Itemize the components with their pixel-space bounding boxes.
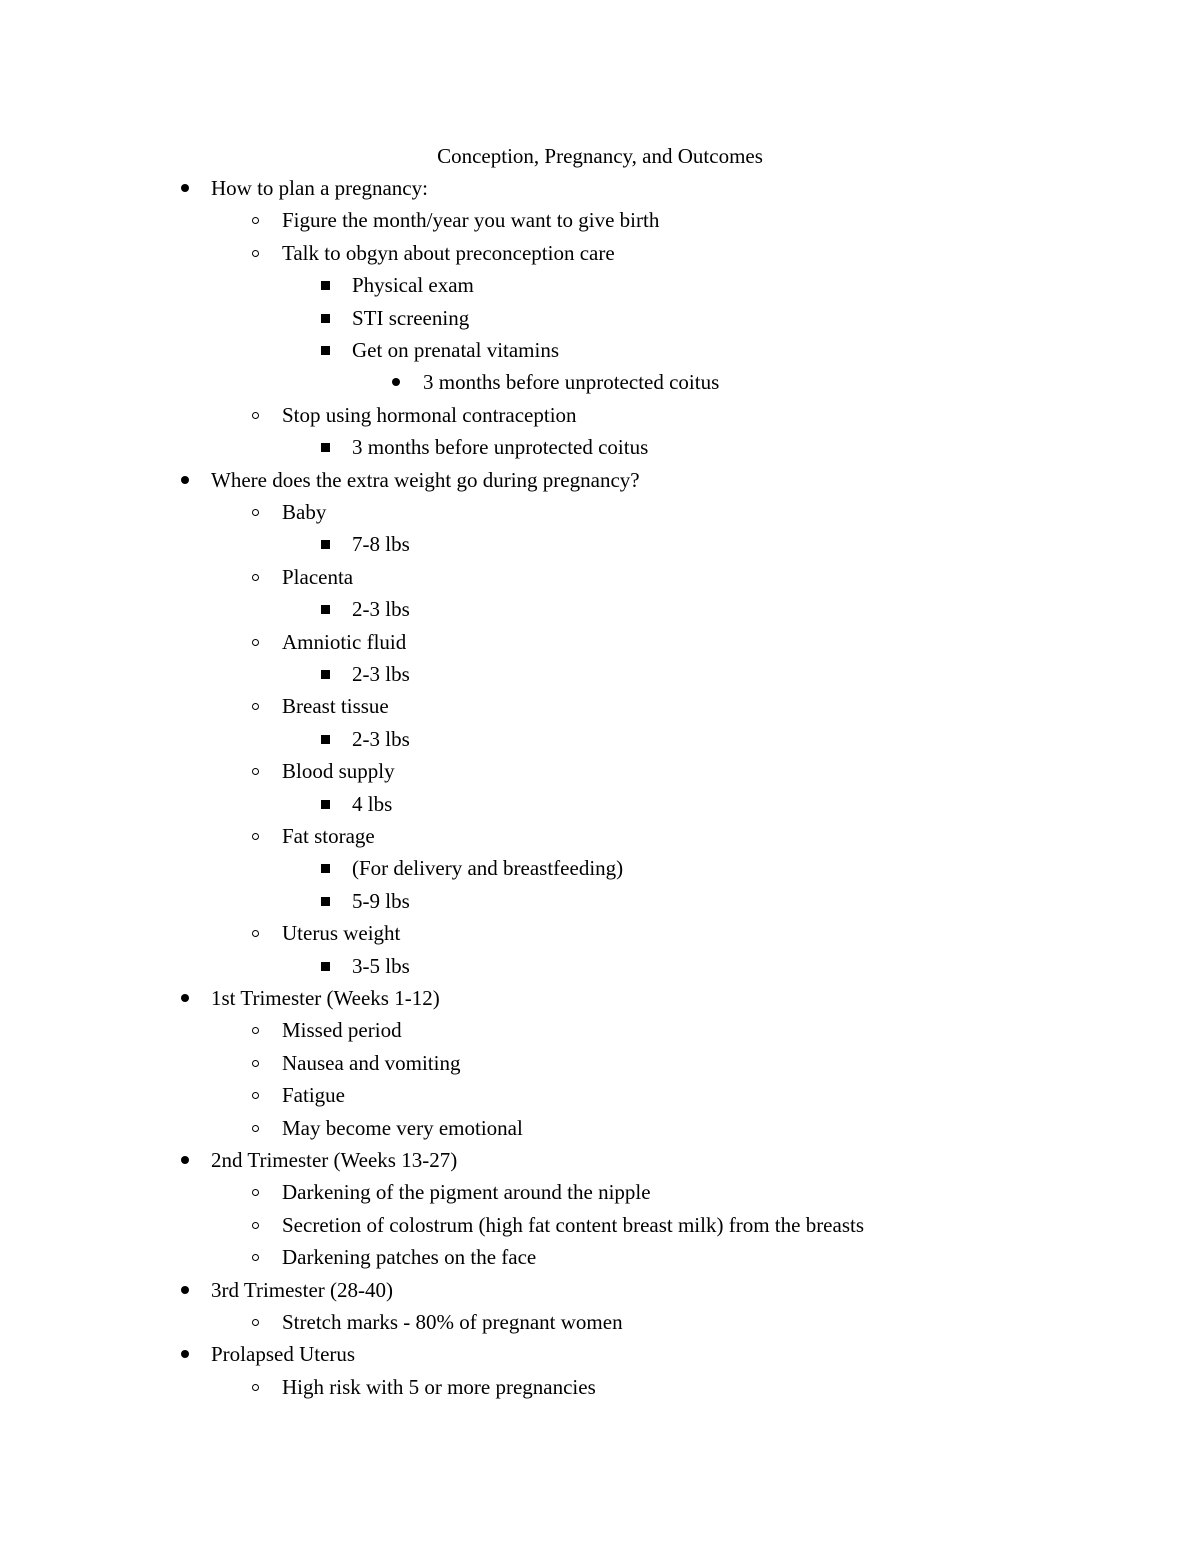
list-item-text: May become very emotional [282, 1116, 523, 1140]
list-item-text: 3 months before unprotected coitus [352, 435, 649, 459]
list-item-text: Fatigue [282, 1083, 345, 1107]
list-item-text: Darkening patches on the face [282, 1245, 537, 1269]
list-item-text: (For delivery and breastfeeding) [352, 856, 624, 880]
list-item-text: Prolapsed Uterus [211, 1342, 356, 1366]
bullet-disc-icon [388, 368, 404, 396]
bullet-square-icon [317, 725, 333, 753]
list-item-text: Baby [282, 500, 327, 524]
bullet-disc-icon [177, 1340, 193, 1368]
list-item-text: 4 lbs [352, 792, 393, 816]
list-item-text: Amniotic fluid [282, 630, 407, 654]
list-item-text: 5-9 lbs [352, 889, 410, 913]
list-item-text: How to plan a pregnancy: [211, 176, 428, 200]
list-item-text: 3-5 lbs [352, 954, 410, 978]
list-item-text: Get on prenatal vitamins [352, 338, 560, 362]
list-item-text: Nausea and vomiting [282, 1051, 461, 1075]
list-item-text: Talk to obgyn about preconception care [282, 241, 615, 265]
list-item-text: STI screening [352, 306, 470, 330]
bullet-circle-icon [247, 919, 263, 947]
list-item-text: Uterus weight [282, 921, 401, 945]
list-item-text: Physical exam [352, 273, 474, 297]
bullet-square-icon [317, 660, 333, 688]
bullet-disc-icon [177, 466, 193, 494]
list-item-text: 7-8 lbs [352, 532, 410, 556]
list-item-text: Placenta [282, 565, 354, 589]
bullet-circle-icon [247, 628, 263, 656]
bullet-circle-icon [247, 1016, 263, 1044]
bullet-circle-icon [247, 239, 263, 267]
list-item-text: Stretch marks - 80% of pregnant women [282, 1310, 623, 1334]
bullet-square-icon [317, 433, 333, 461]
bullet-circle-icon [247, 1049, 263, 1077]
bullet-circle-icon [247, 1178, 263, 1206]
list-item-text: Missed period [282, 1018, 402, 1042]
bullet-circle-icon [247, 692, 263, 720]
list-item-text: 2-3 lbs [352, 597, 410, 621]
list-item-text: Figure the month/year you want to give birth [282, 208, 660, 232]
list-item-text: 3 months before unprotected coitus [423, 370, 720, 394]
list-item-text: 1st Trimester (Weeks 1-12) [211, 986, 440, 1010]
bullet-circle-icon [247, 1211, 263, 1239]
bullet-square-icon [317, 304, 333, 332]
bullet-square-icon [317, 271, 333, 299]
bullet-square-icon [317, 336, 333, 364]
list-item-text: Breast tissue [282, 694, 389, 718]
bullet-circle-icon [247, 1114, 263, 1142]
bullet-square-icon [317, 887, 333, 915]
bullet-disc-icon [177, 1276, 193, 1304]
bullet-square-icon [317, 530, 333, 558]
bullet-circle-icon [247, 563, 263, 591]
bullet-circle-icon [247, 401, 263, 429]
bullet-disc-icon [177, 1146, 193, 1174]
bullet-disc-icon [177, 984, 193, 1012]
list-item-text: 2nd Trimester (Weeks 13-27) [211, 1148, 458, 1172]
bullet-square-icon [317, 854, 333, 882]
bullet-circle-icon [247, 1373, 263, 1401]
bullet-circle-icon [247, 498, 263, 526]
list-item-text: Darkening of the pigment around the nipple [282, 1180, 651, 1204]
list-item-text: Stop using hormonal contraception [282, 403, 577, 427]
bullet-disc-icon [177, 174, 193, 202]
list-item-text: Secretion of colostrum (high fat content breast milk) from the breasts [282, 1213, 865, 1237]
bullet-circle-icon [247, 757, 263, 785]
bullet-square-icon [317, 952, 333, 980]
list-item-text: 2-3 lbs [352, 662, 410, 686]
bullet-square-icon [317, 790, 333, 818]
bullet-circle-icon [247, 1308, 263, 1336]
list-item-text: Fat storage [282, 824, 375, 848]
list-item-text: High risk with 5 or more pregnancies [282, 1375, 596, 1399]
bullet-circle-icon [247, 206, 263, 234]
list-item-text: 3rd Trimester (28-40) [211, 1278, 393, 1302]
bullet-circle-icon [247, 1243, 263, 1271]
list-item-text: Blood supply [282, 759, 395, 783]
document-title: Conception, Pregnancy, and Outcomes [437, 144, 763, 168]
list-item-text: 2-3 lbs [352, 727, 410, 751]
list-item-text: Where does the extra weight go during pregnancy? [211, 468, 640, 492]
bullet-circle-icon [247, 822, 263, 850]
bullet-circle-icon [247, 1081, 263, 1109]
bullet-square-icon [317, 595, 333, 623]
